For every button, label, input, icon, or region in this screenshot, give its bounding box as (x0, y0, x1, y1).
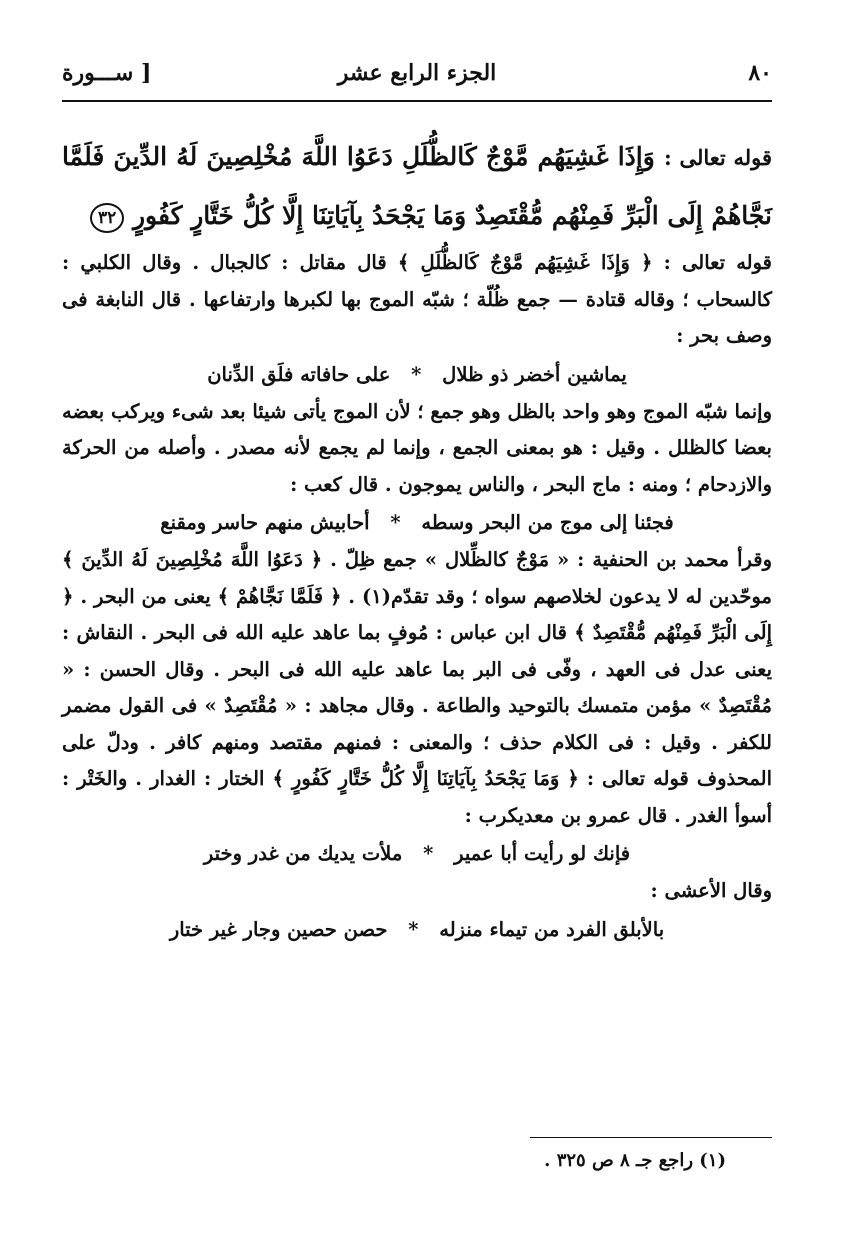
ayah-number-marker: ٣٢ (90, 203, 124, 233)
hemistich-first: فإنك لو رأيت أبا عمير (454, 842, 631, 865)
hemistich-second: أحابيش منهم حاسر ومقنع (160, 511, 370, 534)
commentary-paragraph-1: قوله تعالى : ﴿ وَإِذَا غَشِيَهُم مَّوْجٌ كَالظُّلَلِ ﴾ قال مقاتل : كالجبال . وقال الكلبي : كالسحاب ؛ وقاله قتادة — جمع ظُلّة ؛ شبّه الموج بها لكبرها وارتفاعها . قال النابغة فى وصف بحر : (62, 251, 772, 347)
header-rule (62, 100, 772, 102)
commentary-paragraph-3: وقرأ محمد بن الحنفية : « مَوْجٌ كالظِّلال » جمع ظِلّ . ﴿ دَعَوُا اللَّهَ مُخْلِصِينَ لَهُ الدِّينَ ﴾ موحّدين له لا يدعون لخلاصهم سواه ؛ وقد تقدّم(١) . ﴿ فَلَمَّا نَجَّاهُمْ ﴾ يعنى من البحر . ﴿ إِلَى الْبَرِّ فَمِنْهُم مُّقْتَصِدٌ ﴾ قال ابن عباس : مُوفٍ بما عاهد عليه الله فى البحر . النقاش : يعنى عدل فى العهد ، وفّى فى البر بما عاهد عليه الله فى البحر . وقال الحسن : « مُقْتَصِدٌ » مؤمن متمسك بالتوحيد والطاعة . وقال مجاهد : « مُقْتَصِدٌ » فى القول مضمر للكفر . وقيل : فى الكلام حذف ؛ والمعنى : فمنهم مقتصد ومنهم كافر . ودلّ على المحذوف قوله تعالى : ﴿ وَمَا يَجْحَدُ بِآيَاتِنَا إِلَّا كُلُّ خَتَّارٍ كَفُورٍ ﴾ الختار : الغدار . والخَتْر : أسوأ الغدر . قال عمرو بن معديكرب : (62, 548, 773, 827)
page-number: ٨٠ (748, 60, 772, 86)
surah-label: [ ســـورة (62, 60, 152, 86)
hemistich-second: ملأت يديك من غدر وختر (203, 842, 403, 865)
hemistich-second: على حافاته فلَق الدِّنان (207, 362, 391, 386)
verse-separator: * (423, 842, 434, 865)
hemistich-first: فجئنا إلى موج من البحر وسطه (421, 511, 674, 534)
hemistich-first: بالأبلق الفرد من تيماء منزله (439, 917, 665, 941)
hemistich-second: حصن حصين وجار غير ختار (169, 917, 388, 941)
footnote-rule (530, 1137, 772, 1138)
body-text (62, 128, 772, 949)
part-title: الجزء الرابع عشر (337, 60, 497, 86)
footnote: (١) راجع جـ ٨ ص ٣٢٥ . (544, 1150, 726, 1171)
poetry-line-aasha (62, 910, 772, 949)
hemistich-first: يماشين أخضر ذو ظلال (442, 362, 627, 386)
poetry-line-kaab (62, 503, 772, 542)
ayah-text: وَإِذَا غَشِيَهُم مَّوْجٌ كَالظُّلَلِ دَعَوُا اللَّهَ مُخْلِصِينَ لَهُ الدِّينَ فَلَمَّا نَجَّاهُمْ إِلَى الْبَرِّ فَمِنْهُم مُّقْتَصِدٌ وَمَا يَجْحَدُ بِآيَاتِنَا إِلَّا كُلُّ خَتَّارٍ كَفُورٍ (62, 142, 772, 230)
aasha-intro: وقال الأعشى : (650, 879, 772, 902)
verse-separator: * (390, 511, 401, 534)
commentary-paragraph-2: وإنما شبّه الموج وهو واحد بالظل وهو جمع ؛ لأن الموج يأتى شيئا بعد شىء ويركب بعضه بعضا كالظلل . وقيل : هو بمعنى الجمع ، وإنما لم يجمع لأنه مصدر . وأصله من الحركة والازدحام ؛ ومنه : ماج البحر ، والناس يموجون . قال كعب : (62, 399, 772, 496)
poetry-line-amr (62, 834, 772, 873)
page-header (62, 60, 772, 94)
verse-separator: * (411, 362, 422, 386)
ayah-lead: قوله تعالى : (663, 145, 772, 170)
poetry-line-nabigha (62, 355, 772, 394)
verse-separator: * (408, 917, 419, 941)
quran-verse-block (62, 128, 772, 245)
